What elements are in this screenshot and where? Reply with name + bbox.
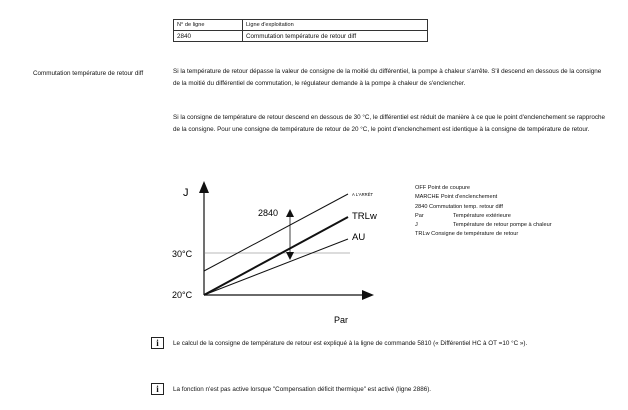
diagram-legend — [415, 184, 552, 240]
legend-item — [415, 193, 518, 202]
parameter-table — [173, 19, 428, 42]
line-number-header: N° de ligne — [174, 20, 243, 31]
info-note-2: La fonction n'est pas active lorsque "Compensation déficit thermique" est activé (ligne 2886). — [173, 386, 432, 393]
section-label: Commutation température de retour diff — [33, 70, 144, 77]
legend-key: MARCHE — [415, 194, 440, 201]
label-au: AU — [352, 232, 366, 243]
x-axis-arrow — [362, 290, 374, 300]
legend-item — [415, 203, 518, 212]
legend-text: Point de coupure — [427, 185, 471, 191]
info-icon: i — [151, 337, 164, 349]
legend-item — [415, 184, 518, 193]
legend-text: Température de retour pompe à chaleur — [453, 222, 552, 229]
tick-label-20c: 20°C — [172, 290, 193, 300]
tick-label-30c: 30°C — [172, 249, 193, 259]
legend-key: TRLw — [415, 231, 430, 238]
legend-text: Commutation temp. retour diff — [429, 203, 503, 210]
label-arret: A L'ARRÊT — [352, 192, 374, 197]
line-number-cell: 2840 — [174, 31, 243, 42]
switching-diagram — [170, 177, 410, 329]
legend-key: OFF — [415, 185, 427, 191]
x-axis-label: Par — [334, 315, 349, 325]
y-axis-label: J — [183, 187, 189, 199]
line-name-cell: Commutation température de retour diff — [243, 31, 428, 42]
table-row — [174, 31, 428, 42]
table-header-row — [174, 20, 428, 31]
legend-item — [415, 221, 552, 230]
info-note-1: Le calcul de la consigne de température de retour est expliqué à la ligne de commande 5810 (« Différentiel HC à OT =10 °C »). — [173, 340, 528, 347]
legend-item — [415, 212, 518, 221]
legend-text: Température extérieure — [453, 212, 511, 219]
description-paragraph-2: Si la consigne de température de retour descend en dessous de 30 °C, le différentiel est réduit de manière à ce que le point d'enclenchement se rapproche de la consigne. Pour une consigne de température de retour de 20 °C, le point d'enclenchement est identique à la consigne de température de retour. — [173, 114, 606, 133]
differential-arrow-head-down — [286, 252, 294, 260]
legend-item — [415, 230, 518, 239]
operating-line-header: Ligne d'exploitation — [243, 20, 428, 31]
legend-key: 2840 — [415, 203, 428, 210]
y-axis-arrow — [199, 181, 209, 193]
legend-text: Consigne de température de retour — [431, 231, 519, 238]
off-line — [204, 194, 348, 271]
legend-text: Point d'enclenchement — [440, 194, 498, 201]
info-icon: i — [151, 383, 164, 395]
label-trlw: TRLw — [352, 211, 377, 222]
differential-arrow-head-up — [286, 209, 294, 217]
description-paragraph-1: Si la température de retour dépasse la valeur de consigne de la moitié du différentiel, la pompe à chaleur s'arrête. S'il descend en dessous de la consigne de la moitié du différentiel de commutation, le régulateur demande à la pompe à chaleur de s'enclencher. — [173, 68, 602, 87]
trlw-line — [204, 217, 348, 295]
au-line — [204, 239, 348, 295]
legend-key: Par — [415, 212, 424, 219]
legend-key: J — [415, 222, 418, 229]
label-2840: 2840 — [258, 208, 279, 218]
